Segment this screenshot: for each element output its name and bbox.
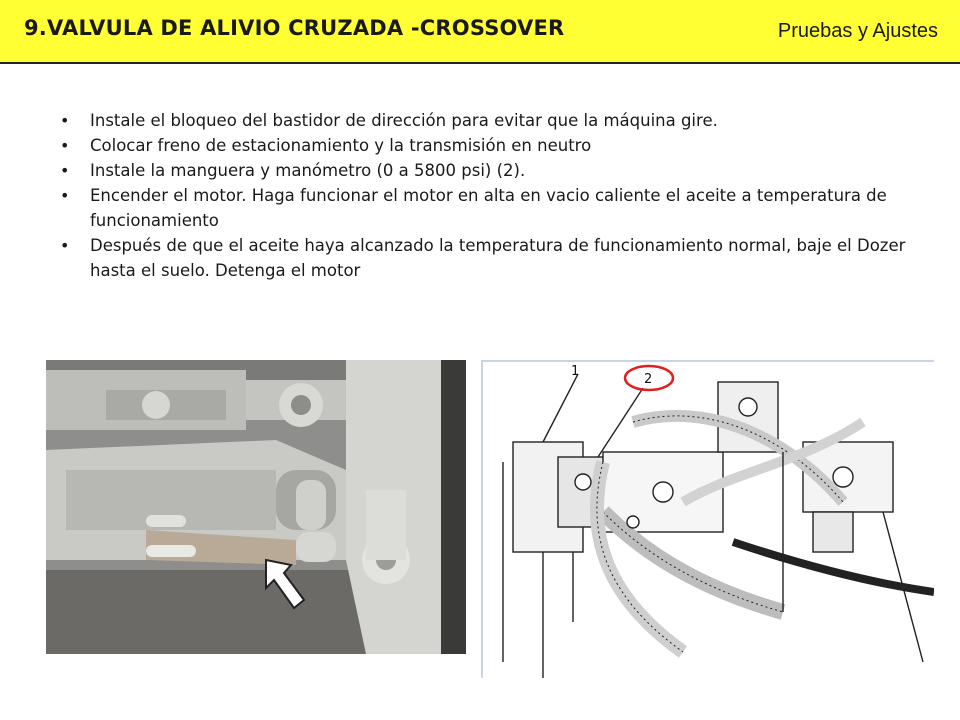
valve-diagram-art bbox=[483, 362, 934, 678]
instruction-item: • Instale el bloqueo del bastidor de dirección para evitar que la máquina gire. bbox=[60, 108, 930, 133]
slide-title: 9.VALVULA DE ALIVIO CRUZADA -CROSSOVER bbox=[24, 16, 565, 40]
callout-2-label: 2 bbox=[644, 372, 653, 387]
frame-lock-photo-art bbox=[46, 360, 466, 654]
valve-diagram bbox=[481, 360, 934, 678]
callout-1-label: 1 bbox=[571, 364, 580, 379]
section-label: Pruebas y Ajustes bbox=[777, 20, 938, 42]
frame-lock-photo bbox=[46, 360, 466, 654]
slide-header bbox=[0, 0, 960, 64]
instruction-list bbox=[60, 108, 930, 283]
instruction-item: • Encender el motor. Haga funcionar el motor en alta en vacio caliente el aceite a temperatura de funcionamiento bbox=[60, 183, 930, 233]
instruction-item: • Después de que el aceite haya alcanzado la temperatura de funcionamiento normal, baje el Dozer hasta el suelo. Detenga el motor bbox=[60, 233, 930, 283]
instruction-item: • Colocar freno de estacionamiento y la transmisión en neutro bbox=[60, 133, 930, 158]
instruction-item: • Instale la manguera y manómetro (0 a 5800 psi) (2). bbox=[60, 158, 930, 183]
